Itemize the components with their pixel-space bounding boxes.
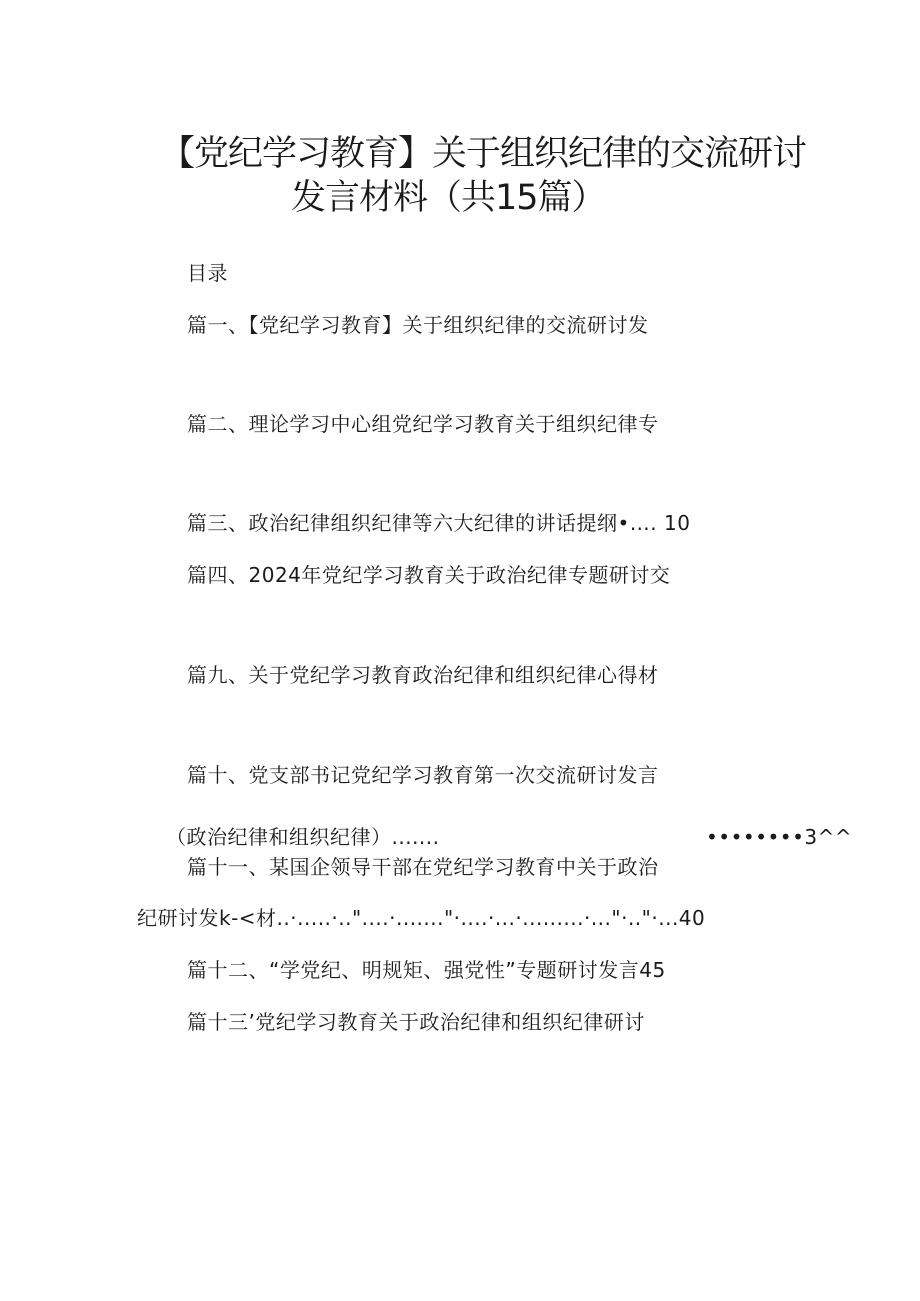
toc-heading: 目录 — [187, 261, 228, 285]
document-title-line-1: 【党纪学习教育】关于组织纪律的交流研讨 — [160, 134, 807, 174]
toc-entry-1: 篇一、【党纪学习教育】关于组织纪律的交流研讨发 — [187, 313, 649, 337]
toc-entry-9: 篇九、关于党纪学习教育政治纪律和组织纪律心得材 — [187, 663, 659, 687]
toc-entry-10-continuation: （政治纪律和组织纪律）....... — [166, 825, 440, 849]
toc-entry-13: 篇十三’党纪学习教育关于政治纪律和组织纪律研讨 — [187, 1010, 645, 1034]
toc-entry-10-page: ••••••••3^^ — [706, 825, 853, 849]
toc-entry-2: 篇二、理论学习中心组党纪学习教育关于组织纪律专 — [187, 412, 659, 436]
document-title-line-2: 发言材料（共15篇） — [291, 178, 606, 218]
toc-entry-11-continuation: 纪研讨发k-<材..·.....·.."....·......."·....·...·.........·..."·.."·...40 — [137, 906, 706, 930]
toc-entry-10: 篇十、党支部书记党纪学习教育第一次交流研讨发言 — [187, 763, 659, 787]
toc-entry-4: 篇四、2024年党纪学习教育关于政治纪律专题研讨交 — [187, 563, 671, 587]
toc-entry-3: 篇三、政治纪律组织纪律等六大纪律的讲话提纲•…. 10 — [187, 511, 691, 535]
toc-entry-12: 篇十二、“学党纪、明规矩、强党性”专题研讨发言45 — [187, 958, 666, 982]
toc-entry-11: 篇十一、某国企领导干部在党纪学习教育中关于政治 — [187, 855, 659, 879]
